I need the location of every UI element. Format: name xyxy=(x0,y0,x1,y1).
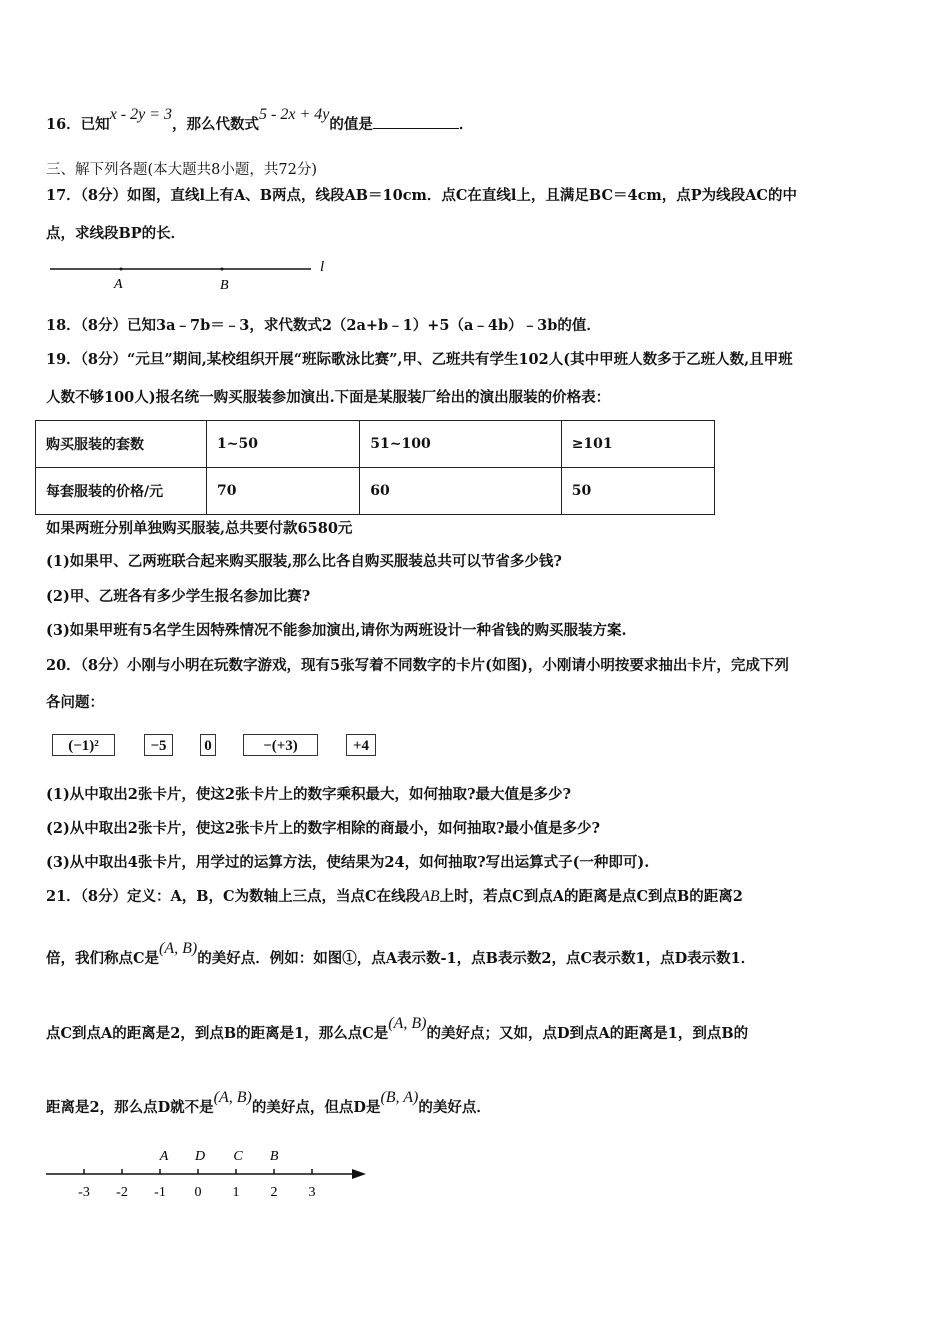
section-title: 三、解下列各题(本大题共8小题，共72分) xyxy=(46,162,317,178)
q19-part1: (1)如果甲、乙两班联合起来购买服装,那么比各自购买服装总共可以节省多少钱? xyxy=(46,553,562,570)
table-cell: 50 xyxy=(561,468,714,515)
table-cell: 70 xyxy=(207,468,360,515)
point-label: B xyxy=(269,1149,279,1164)
point-a xyxy=(120,268,123,271)
point-b xyxy=(221,268,224,271)
answer-blank[interactable] xyxy=(373,114,459,129)
q21-line4: 距离是2，那么点D就不是(A, B)的美好点，但点D是(B, A)的美好点． xyxy=(46,1089,491,1116)
card: +4 xyxy=(346,734,376,756)
q19-line1: 19．（8分）“元旦”期间,某校组织开展“班际歌泳比赛”,甲、乙班共有学生102人(其中甲班人数多于乙班人数,且甲班 xyxy=(46,351,793,368)
q16-condition: x - 2y = 3 xyxy=(109,106,173,123)
q17-line-figure xyxy=(46,255,346,295)
q18-line: 18．（8分）已知3a﹣7b＝﹣3，求代数式2（2a+b﹣1）+5（a﹣4b）﹣3b的值． xyxy=(46,317,601,334)
label-l: l xyxy=(320,259,325,275)
q21-line2: 倍，我们称点C是(A, B)的美好点．例如：如图①，点A表示数-1，点B表示数2，点C表示数1，点D表示数1． xyxy=(46,940,756,967)
table-cell: 每套服装的价格/元 xyxy=(36,468,207,515)
q19-after-table: 如果两班分别单独购买服装,总共要付款6580元 xyxy=(46,520,353,537)
arrow-icon xyxy=(352,1169,366,1179)
label-a: A xyxy=(114,277,123,292)
pair-ab: (A, B) xyxy=(159,940,198,957)
segment-ab: AB xyxy=(420,888,440,905)
card: −5 xyxy=(144,734,173,756)
q19-part2: (2)甲、乙班各有多少学生报名参加比赛? xyxy=(46,588,311,605)
card: (−1)² xyxy=(52,734,115,756)
tick-label: -2 xyxy=(116,1185,128,1200)
pair-ab: (A, B) xyxy=(388,1015,427,1032)
number-line xyxy=(40,1140,380,1204)
table-cell: 60 xyxy=(360,468,561,515)
price-table xyxy=(35,420,715,515)
table-cell: 1~50 xyxy=(207,421,360,468)
card: −(+3) xyxy=(243,734,318,756)
q21-line1: 21．（8分）定义：A，B，C为数轴上三点，当点C在线段AB上时，若点C到点A的距离是点C到点B的距离2 xyxy=(46,888,743,905)
tick-label: 0 xyxy=(194,1185,202,1200)
tick-label: -1 xyxy=(154,1185,166,1200)
q21-line3: 点C到点A的距离是2，到点B的距离是1，那么点C是(A, B)的美好点；又如，点D到点A的距离是1，到点B的 xyxy=(46,1015,749,1042)
card: 0 xyxy=(200,734,216,756)
q20-line1: 20．（8分）小刚与小明在玩数字游戏，现有5张写着不同数字的卡片(如图)，小刚请小明按要求抽出卡片，完成下列 xyxy=(46,657,789,674)
point-label: D xyxy=(195,1149,206,1164)
table-cell: ≥101 xyxy=(561,421,714,468)
q20-line2: 各问题： xyxy=(46,694,104,711)
tick-label: 2 xyxy=(270,1185,278,1200)
q16-expression: 5 - 2x + 4y xyxy=(259,106,330,123)
tick-label: -3 xyxy=(78,1185,90,1200)
q16-line: 16．已知x - 2y = 3，那么代数式5 - 2x + 4y的值是 ． xyxy=(46,106,474,133)
pair-ba: (B, A) xyxy=(380,1089,419,1106)
tick-label: 1 xyxy=(232,1185,240,1200)
q17-line2: 点，求线段BP的长． xyxy=(46,225,186,242)
label-b: B xyxy=(220,278,229,293)
q20-part1: (1)从中取出2张卡片，使这2张卡片上的数字乘积最大，如何抽取?最大值是多少? xyxy=(46,786,571,803)
table-cell: 购买服装的套数 xyxy=(36,421,207,468)
table-cell: 51~100 xyxy=(360,421,561,468)
point-label: C xyxy=(233,1149,243,1164)
pair-ab: (A, B) xyxy=(213,1089,252,1106)
table-row xyxy=(36,421,715,468)
q19-part3: (3)如果甲班有5名学生因特殊情况不能参加演出,请你为两班设计一种省钱的购买服装方案. xyxy=(46,622,627,639)
q20-part2: (2)从中取出2张卡片，使这2张卡片上的数字相除的商最小，如何抽取?最小值是多少? xyxy=(46,820,600,837)
point-label: A xyxy=(159,1149,169,1164)
q20-part3: (3)从中取出4张卡片，用学过的运算方法，使结果为24，如何抽取?写出运算式子(一种即可). xyxy=(46,854,650,871)
q17-line1: 17．（8分）如图，直线l上有A、B两点，线段AB＝10cm．点C在直线l上，且满足BC＝4cm，点P为线段AC的中 xyxy=(46,187,797,204)
tick-label: 3 xyxy=(308,1185,316,1200)
q19-line2: 人数不够100人)报名统一购买服装参加演出.下面是某服装厂给出的演出服装的价格表： xyxy=(46,389,611,406)
table-row xyxy=(36,468,715,515)
